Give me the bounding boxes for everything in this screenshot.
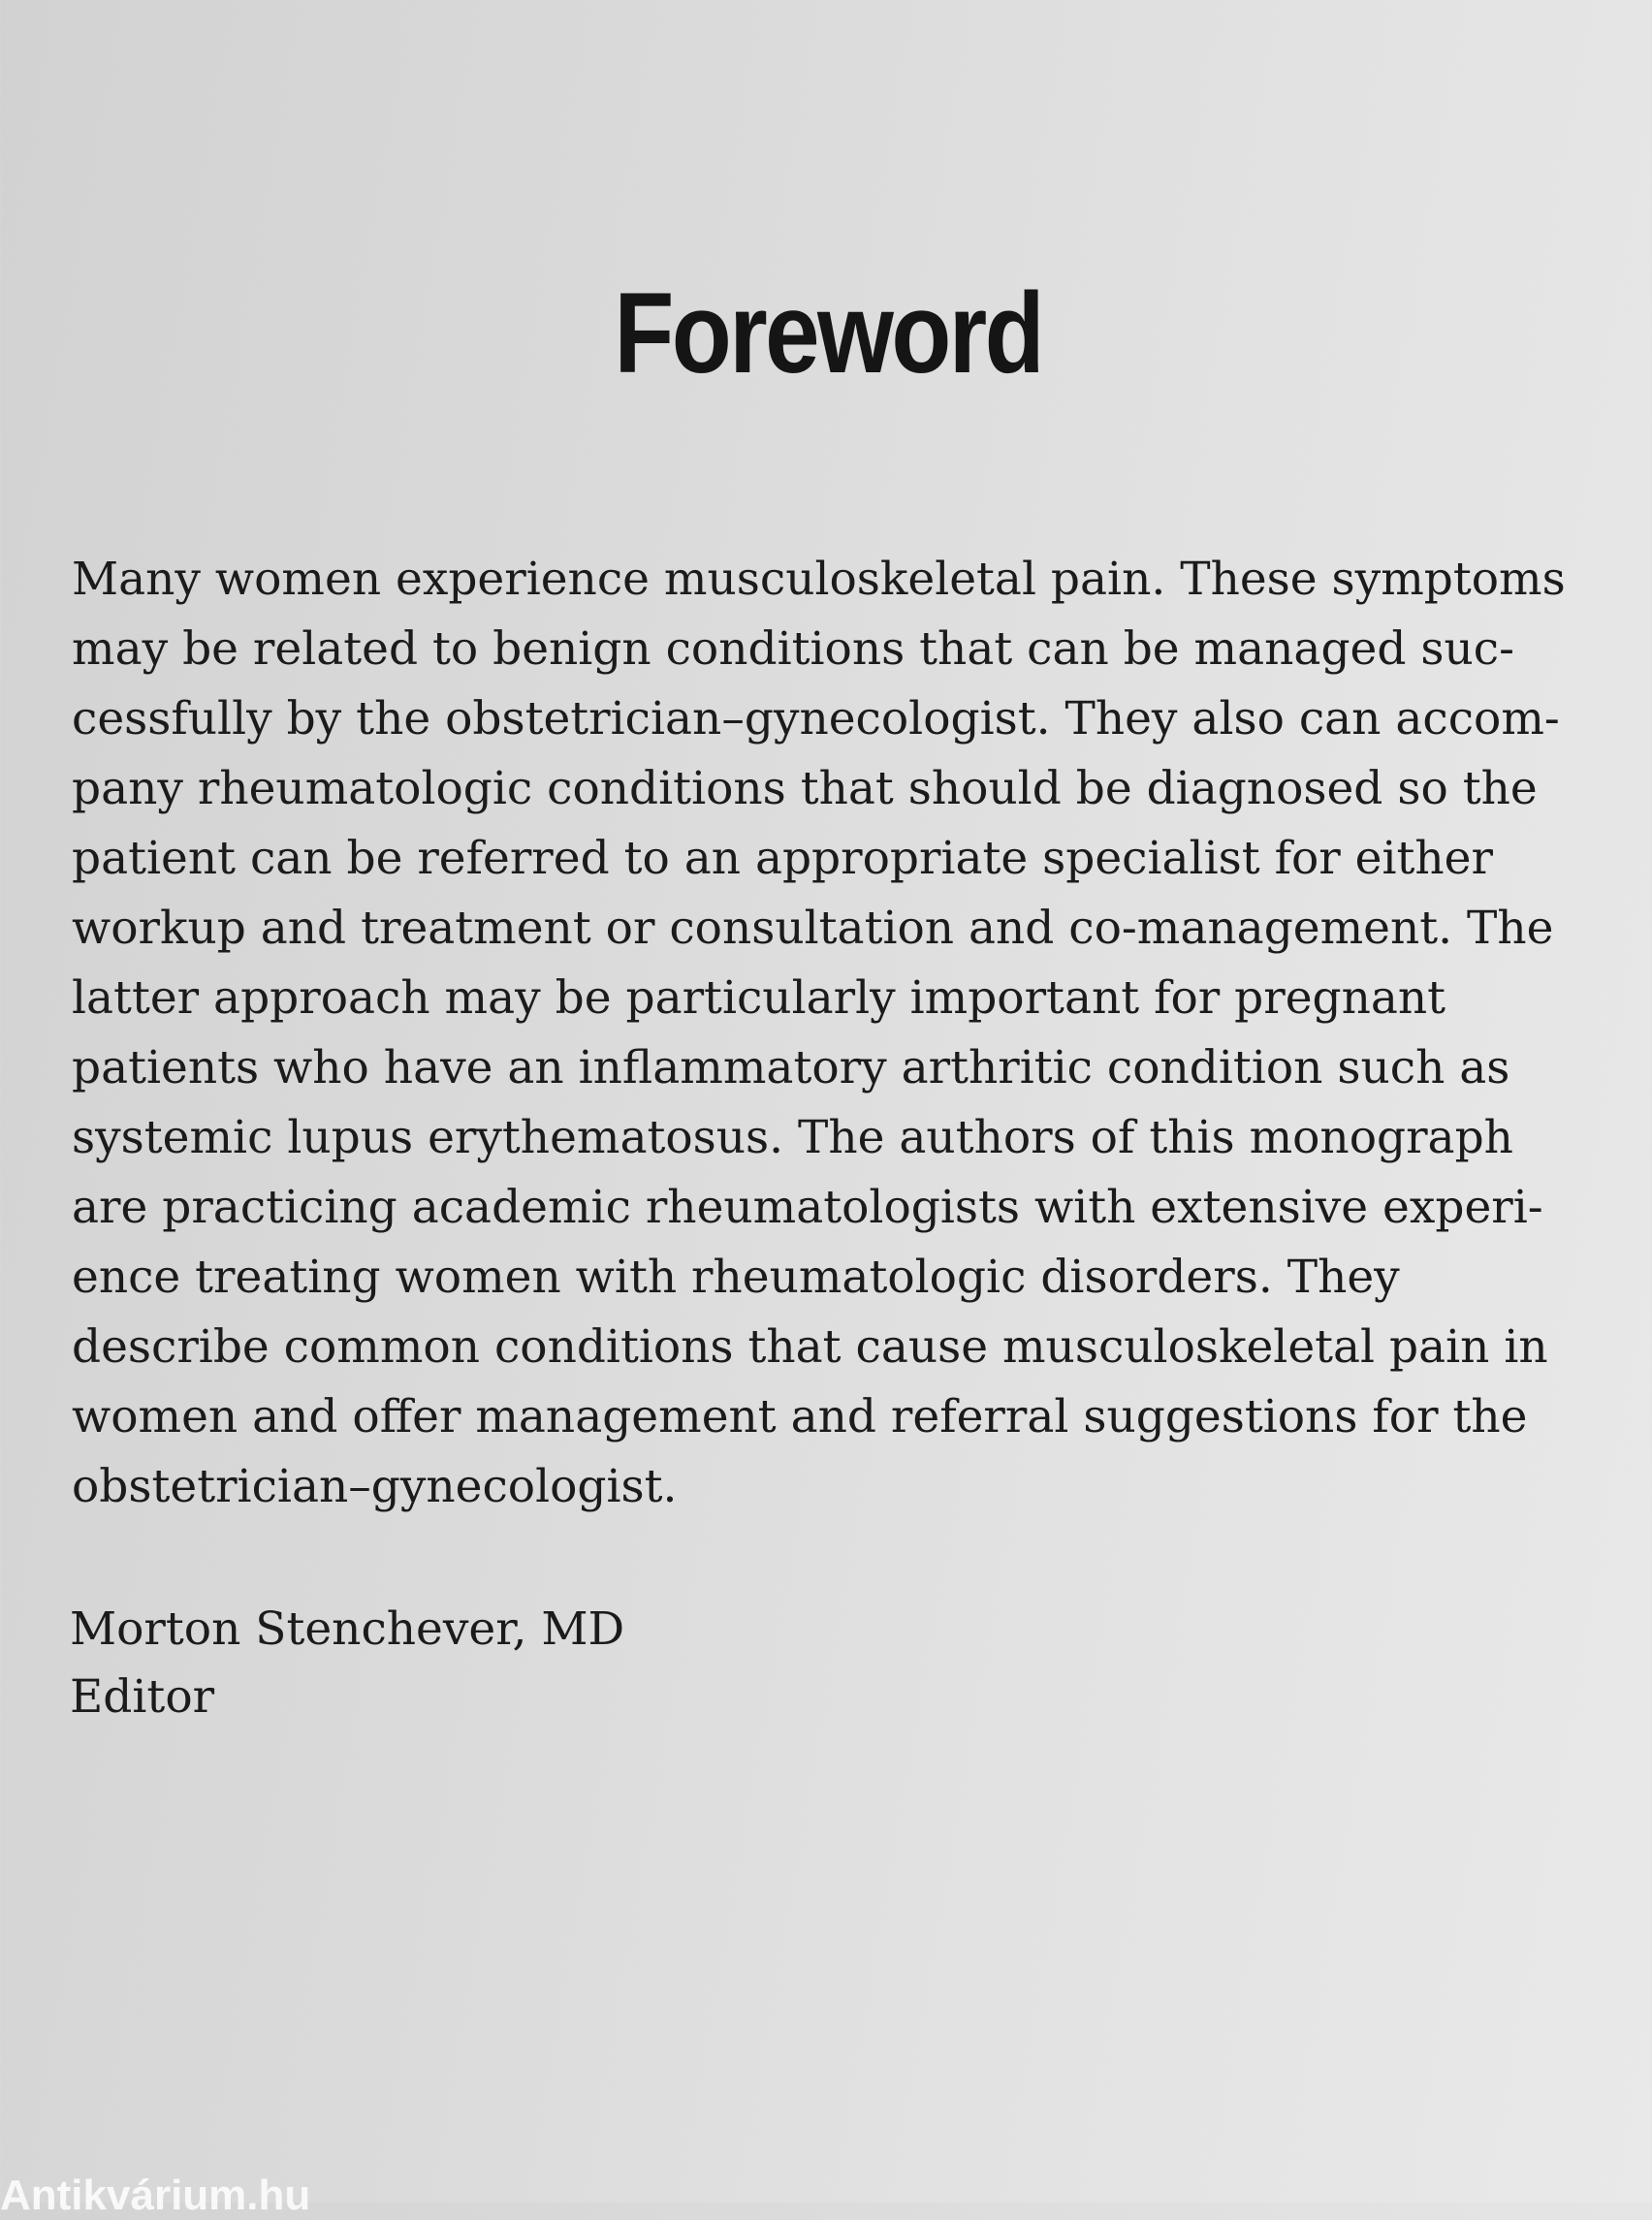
body-line-2: may be related to benign conditions that can be managed suc- (72, 622, 1514, 676)
signature-role: Editor (70, 1670, 215, 1724)
body-line-11: ence treating women with rheumatologic disorders. They (72, 1251, 1400, 1304)
body-line-10: are practicing academic rheumatologists with extensive experi- (72, 1181, 1543, 1234)
body-line-6: workup and treatment or consultation and co-management. The (72, 902, 1554, 955)
body-line-4: pany rheumatologic conditions that should be diagnosed so the (72, 762, 1538, 815)
body-line-3: cessfully by the obstetrician–gynecologist. They also can accom- (72, 692, 1560, 745)
body-line-12: describe common conditions that cause musculoskeletal pain in (72, 1320, 1548, 1374)
page-title: Foreword (614, 270, 1043, 397)
signature-name: Morton Stenchever, MD (70, 1602, 625, 1656)
signature-block (70, 1596, 624, 1731)
body-line-9: systemic lupus erythematosus. The authors of this monograph (72, 1111, 1513, 1164)
body-line-8: patients who have an inflammatory arthritic condition such as (72, 1041, 1510, 1094)
watermark: Antikvárium.hu (0, 2172, 311, 2219)
foreword-body (72, 545, 1623, 1522)
body-line-14: obstetrician–gynecologist. (72, 1460, 678, 1513)
body-line-7: latter approach may be particularly important for pregnant (72, 971, 1446, 1025)
body-line-1: Many women experience musculoskeletal pain. These symptoms (72, 553, 1566, 606)
body-line-13: women and offer management and referral suggestions for the (72, 1390, 1528, 1443)
body-line-5: patient can be referred to an appropriate specialist for either (72, 832, 1493, 885)
